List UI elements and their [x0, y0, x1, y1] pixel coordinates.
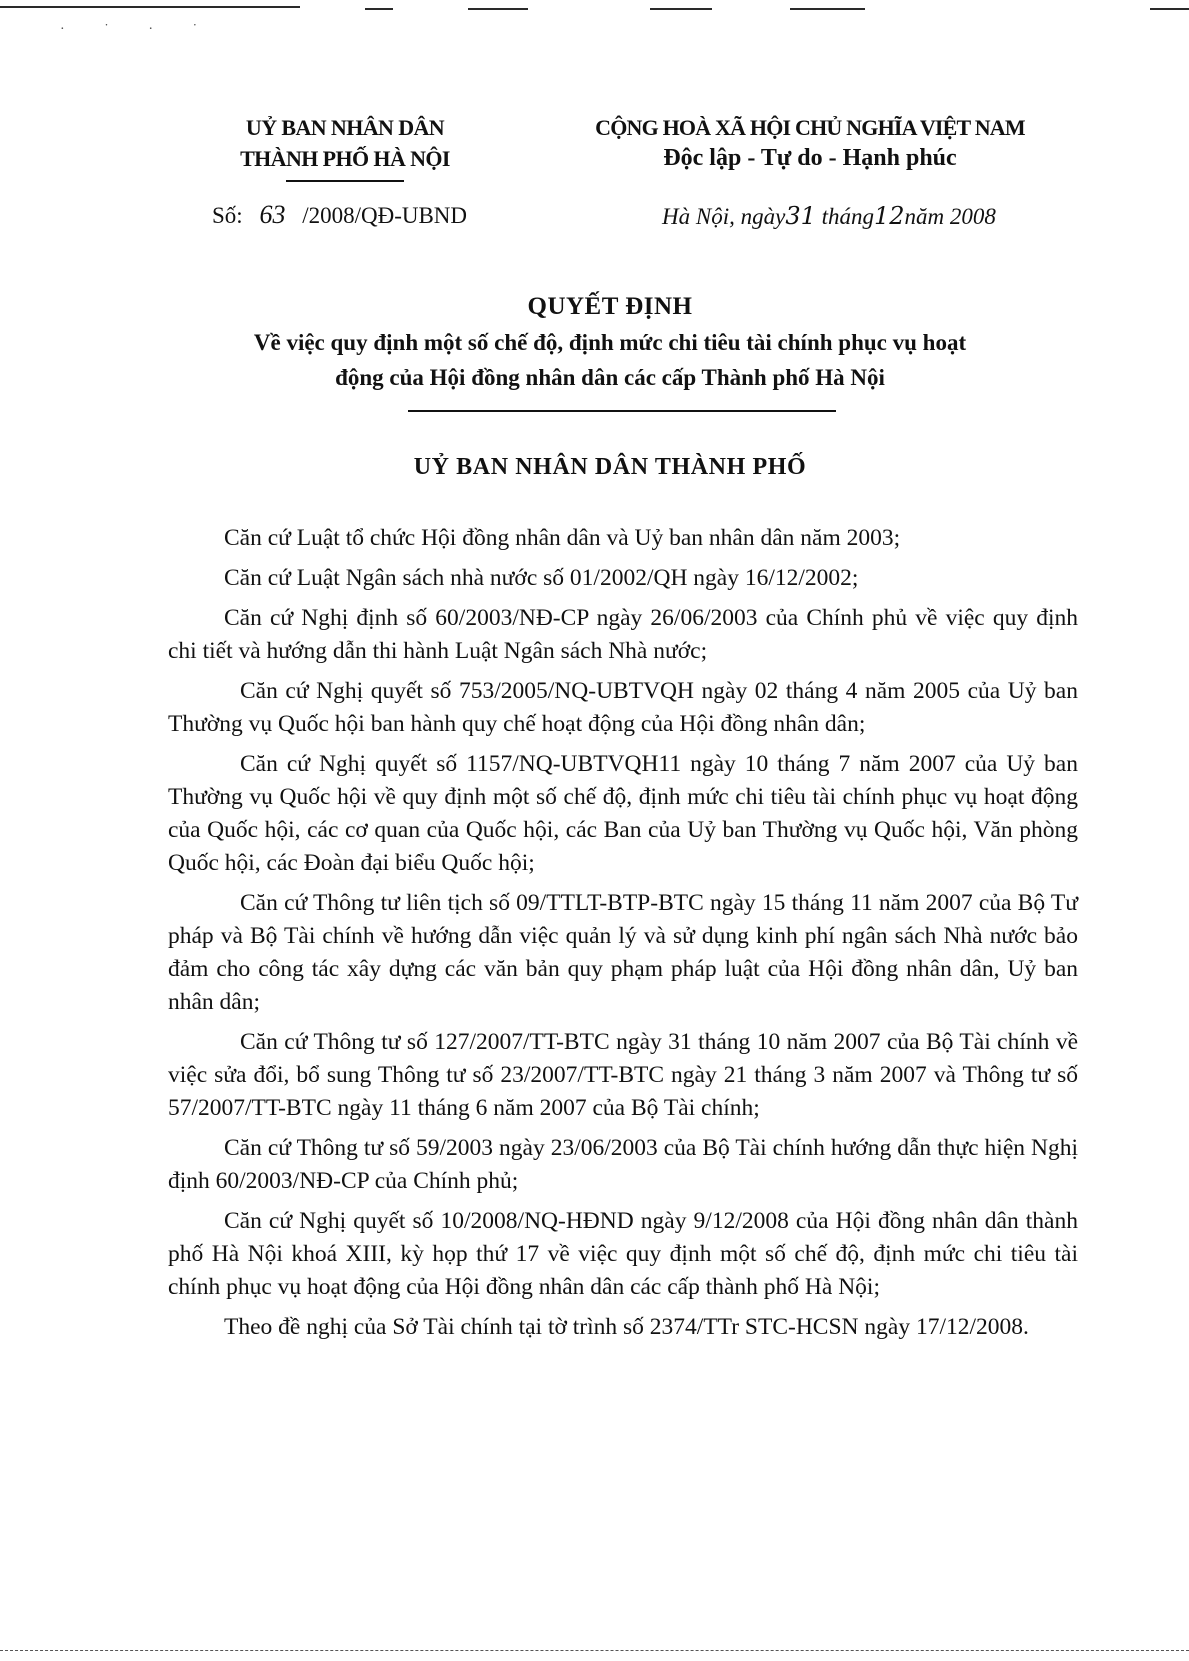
date-month-word: tháng [821, 204, 874, 229]
date-month-handwritten: 12 [874, 202, 905, 230]
issuing-authority-heading: UỶ BAN NHÂN DÂN THÀNH PHỐ [413, 454, 807, 480]
paragraph: Căn cứ Luật Ngân sách nhà nước số 01/2002/QH ngày 16/12/2002; [224, 565, 859, 591]
date-day-handwritten: 31 [785, 202, 816, 230]
paragraph: Căn cứ Nghị quyết số 10/2008/NQ-HĐND ngày 9/12/2008 của Hội đồng nhân dân thành phố Hà Nội khoá XIII, kỳ họp thứ 17 về việc quy định một số chế độ, định mức chi tiêu tài chính phục vụ hoạt động của Hội đồng nhân dân các cấp thành phố Hà Nội; [168, 1208, 1078, 1300]
scan-line [790, 8, 865, 10]
date-place: Hà Nội, ngày [662, 204, 786, 229]
paragraph: Căn cứ Thông tư số 127/2007/TT-BTC ngày 31 tháng 10 năm 2007 của Bộ Tài chính về việc sửa đổi, bổ sung Thông tư số 23/2007/TT-BTC ngày 21 tháng 3 năm 2007 và Thông tư số 57/2007/TT-BTC ngày 11 tháng 6 năm 2007 của Bộ Tài chính; [168, 1029, 1078, 1121]
doc-number-suffix: /2008/QĐ-UBND [302, 203, 468, 228]
scan-line [365, 8, 393, 10]
paragraph: Căn cứ Nghị định số 60/2003/NĐ-CP ngày 26/06/2003 của Chính phủ về việc quy định chi tiết và hướng dẫn thi hành Luật Ngân sách Nhà nước; [168, 605, 1078, 664]
date-year: năm 2008 [904, 204, 996, 229]
paragraph: Căn cứ Thông tư liên tịch số 09/TTLT-BTP-BTC ngày 15 tháng 11 năm 2007 của Bộ Tư pháp và Bộ Tài chính về hướng dẫn việc quản lý và sử dụng kinh phí ngân sách Nhà nước bảo đảm cho công tác xây dựng các văn bản quy phạm pháp luật của Hội đồng nhân dân, Uỷ ban nhân dân; [168, 890, 1078, 1015]
agency-underline [286, 180, 404, 182]
paragraph: Căn cứ Nghị quyết số 753/2005/NQ-UBTVQH ngày 02 tháng 4 năm 2005 của Uỷ ban Thường vụ Quốc hội ban hành quy chế hoạt động của Hội đồng nhân dân; [168, 678, 1078, 737]
legal-bases [168, 522, 1078, 1351]
scan-line [468, 8, 528, 10]
issuing-agency [200, 112, 490, 182]
paragraph: Căn cứ Thông tư số 59/2003 ngày 23/06/2003 của Bộ Tài chính hướng dẫn thực hiện Nghị định 60/2003/NĐ-CP của Chính phủ; [168, 1135, 1078, 1194]
agency-line-1: UỶ BAN NHÂN DÂN [245, 115, 445, 140]
national-name: CỘNG HOÀ XÃ HỘI CHỦ NGHĨA VIỆT NAM [595, 115, 1025, 140]
document-number [212, 200, 467, 230]
national-motto: Độc lập - Tự do - Hạnh phúc [663, 145, 957, 171]
scan-line [650, 8, 712, 10]
decision-heading: QUYẾT ĐỊNH [527, 293, 693, 320]
agency-line-2: THÀNH PHỐ HÀ NỘI [240, 146, 450, 171]
paragraph: Theo đề nghị của Sở Tài chính tại tờ trình số 2374/TTr STC-HCSN ngày 17/12/2008. [224, 1314, 1029, 1340]
national-header [545, 112, 1075, 174]
doc-number-handwritten: 63 [259, 200, 286, 229]
decision-subject-line-1: Về việc quy định một số chế độ, định mức chi tiêu tài chính phục vụ hoạt [253, 330, 967, 355]
scan-bottom-edge [0, 1650, 1189, 1651]
document-date [662, 202, 996, 230]
paragraph: Căn cứ Luật tổ chức Hội đồng nhân dân và Uỷ ban nhân dân năm 2003; [224, 525, 901, 551]
scan-line [0, 6, 300, 8]
decision-subject-line-2: động của Hội đồng nhân dân các cấp Thành phố Hà Nội [335, 365, 885, 390]
title-divider [408, 410, 836, 412]
doc-number-prefix: Số: [212, 203, 243, 228]
paragraph: Căn cứ Nghị quyết số 1157/NQ-UBTVQH11 ngày 10 tháng 7 năm 2007 của Uỷ ban Thường vụ Quốc hội về quy định một số chế độ, định mức chi tiêu tài chính phục vụ hoạt động của Quốc hội, các cơ quan của Quốc hội, các Ban của Uỷ ban Thường vụ Quốc hội, Văn phòng Quốc hội, các Đoàn đại biểu Quốc hội; [168, 751, 1078, 876]
decision-title [120, 290, 1100, 394]
scan-specks: · ˙ · ˙ [60, 22, 216, 37]
scan-line [1150, 8, 1189, 10]
